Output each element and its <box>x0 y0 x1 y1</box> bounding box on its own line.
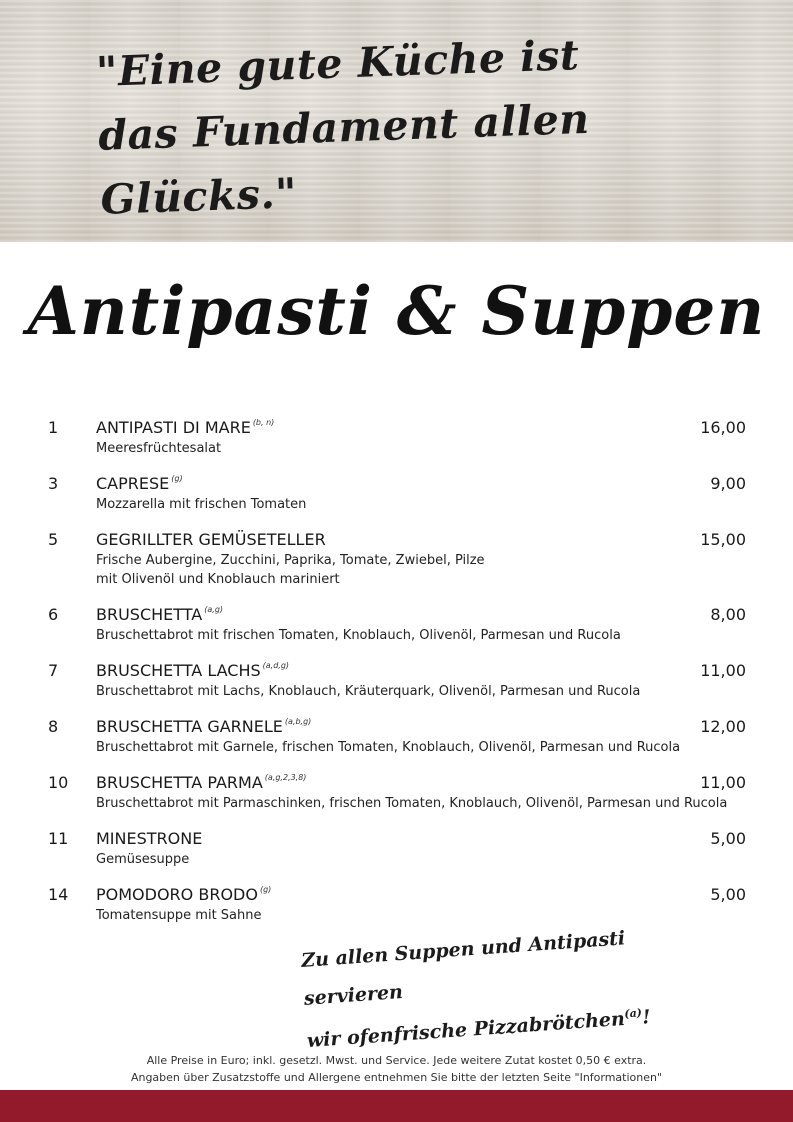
item-name-text: ANTIPASTI DI MARE <box>96 418 251 437</box>
item-name <box>96 885 271 904</box>
item-name-text: BRUSCHETTA <box>96 605 203 624</box>
item-description-line: Bruschettabrot mit Parmaschinken, frischen Tomaten, Knoblauch, Olivenöl, Parmesan und Rucola <box>96 796 728 811</box>
item-name <box>96 773 306 792</box>
item-allergens: (g) <box>171 474 183 483</box>
item-description-line: Gemüsesuppe <box>96 852 190 867</box>
note-allergen-sup: (a) <box>623 1006 643 1021</box>
item-number: 3 <box>48 474 59 493</box>
item-price: 5,00 <box>710 885 746 904</box>
item-allergens: (a,d,g) <box>262 661 290 670</box>
item-number: 6 <box>48 605 59 624</box>
pizza-rolls-note <box>300 913 727 1060</box>
item-allergens: (b, n) <box>252 418 275 427</box>
item-description-line: Mozzarella mit frischen Tomaten <box>96 497 307 512</box>
item-description-line: Frische Aubergine, Zucchini, Paprika, Tomate, Zwiebel, Pilze <box>96 553 485 568</box>
bottom-accent-bar <box>0 1090 793 1122</box>
item-price: 9,00 <box>710 474 746 493</box>
item-description <box>96 626 621 645</box>
item-description <box>96 682 640 701</box>
item-number: 8 <box>48 717 59 736</box>
item-description <box>96 906 262 925</box>
note-line-2-end: ! <box>641 1006 652 1029</box>
item-description <box>96 439 221 458</box>
item-name-text: BRUSCHETTA PARMA <box>96 773 263 792</box>
item-price: 15,00 <box>700 530 746 549</box>
item-name <box>96 717 311 736</box>
item-number: 14 <box>48 885 69 904</box>
item-number: 1 <box>48 418 59 437</box>
item-number: 10 <box>48 773 69 792</box>
item-number: 7 <box>48 661 59 680</box>
page-title: Antipasti & Suppen <box>27 272 766 350</box>
wood-header-banner <box>0 0 793 242</box>
item-name-text: BRUSCHETTA GARNELE <box>96 717 283 736</box>
item-name <box>96 418 274 437</box>
item-name-text: GEGRILLTER GEMÜSETELLER <box>96 530 326 549</box>
item-description-line: Meeresfrüchtesalat <box>96 441 222 456</box>
item-price: 5,00 <box>710 829 746 848</box>
item-allergens: (a,g,2,3,8) <box>264 773 307 782</box>
item-name <box>96 661 289 680</box>
item-allergens: (g) <box>259 885 272 894</box>
item-number: 11 <box>48 829 69 848</box>
footer-line-1: Alle Preise in Euro; inkl. gesetzl. Mwst. und Service. Jede weitere Zutat kostet 0,50 € extra. <box>146 1054 647 1067</box>
item-name <box>96 829 202 848</box>
item-price: 11,00 <box>700 661 746 680</box>
item-name-text: BRUSCHETTA LACHS <box>96 661 261 680</box>
item-allergens: (a,b,g) <box>284 717 312 726</box>
item-number: 5 <box>48 530 59 549</box>
item-price: 16,00 <box>700 418 746 437</box>
footer-line-2: Angaben über Zusatzstoffe und Allergene entnehmen Sie bitte der letzten Seite "Informationen" <box>130 1071 663 1084</box>
quote-line-2: das Fundament allen Glücks." <box>97 94 591 224</box>
note-line-1: Zu allen Suppen und Antipasti servieren <box>300 927 626 1010</box>
footer-notes <box>0 1052 793 1086</box>
item-name-text: CAPRESE <box>96 474 170 493</box>
item-name <box>96 605 223 624</box>
item-description-line: Bruschettabrot mit frischen Tomaten, Knoblauch, Olivenöl, Parmesan und Rucola <box>96 628 621 643</box>
item-price: 8,00 <box>710 605 746 624</box>
item-name <box>96 530 326 549</box>
item-description <box>96 495 306 514</box>
item-description-line: Bruschettabrot mit Garnele, frischen Tomaten, Knoblauch, Olivenöl, Parmesan und Rucola <box>96 740 681 755</box>
item-price: 12,00 <box>700 717 746 736</box>
item-allergens: (a,g) <box>204 605 224 614</box>
item-description-line: Tomatensuppe mit Sahne <box>96 908 262 923</box>
quote-line-1: "Eine gute Küche ist <box>95 31 581 96</box>
item-description-line: mit Olivenöl und Knoblauch mariniert <box>96 572 340 587</box>
item-description <box>96 794 727 813</box>
item-name-text: POMODORO BRODO <box>96 885 258 904</box>
item-description <box>96 850 189 869</box>
header-quote <box>95 18 741 232</box>
item-description <box>96 551 485 589</box>
item-name <box>96 474 183 493</box>
item-name-text: MINESTRONE <box>96 829 203 848</box>
item-price: 11,00 <box>700 773 746 792</box>
item-description <box>96 738 680 757</box>
note-line-2-text: wir ofenfrische Pizzabrötchen <box>306 1007 626 1053</box>
item-description-line: Bruschettabrot mit Lachs, Knoblauch, Kräuterquark, Olivenöl, Parmesan und Rucola <box>96 684 641 699</box>
